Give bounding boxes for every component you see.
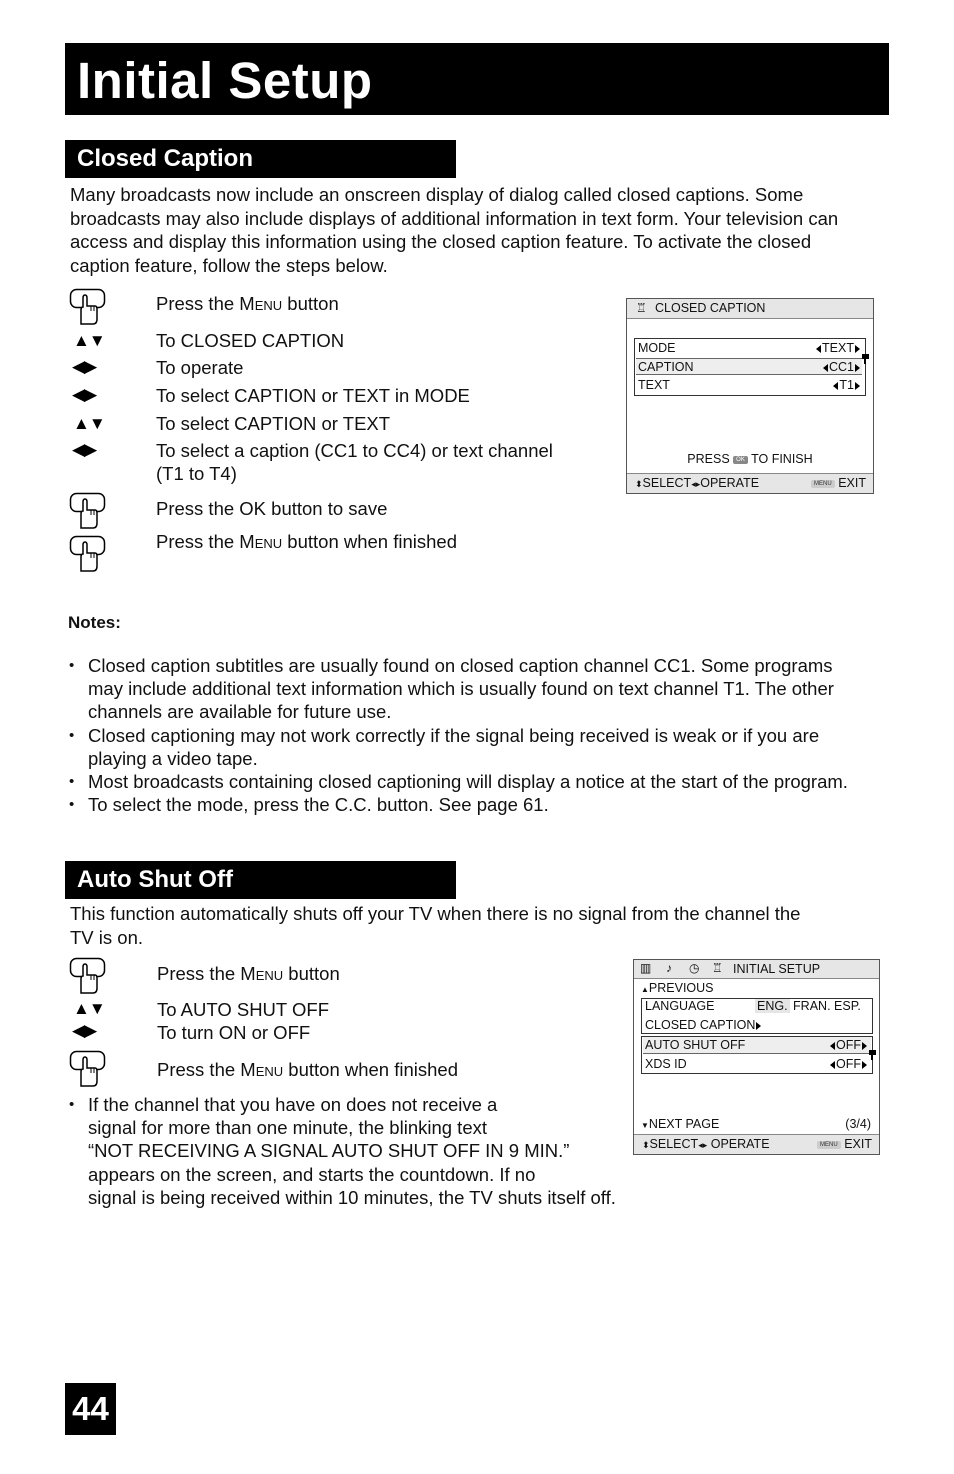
up-down-arrow-icon: ▲▼ [73, 331, 105, 350]
menu-key-icon: MENU [817, 1141, 841, 1149]
screen-row-auto-shut-off: AUTO SHUT OFF OFF [643, 1037, 871, 1054]
intro-line: caption feature, follow the steps below. [70, 254, 388, 276]
cc-step-to-closed-caption: To CLOSED CAPTION [156, 330, 345, 351]
aso-step-turn-on-off: To turn ON or OFF [157, 1022, 311, 1043]
closed-caption-screen [626, 298, 874, 494]
intro-line: access and display this information using the closed caption feature. To activate the closed [70, 231, 812, 252]
screen-row-caption: CAPTION CC1 [636, 358, 862, 375]
left-right-small-icon: ◂▸ [691, 479, 701, 489]
caption-menu-icon: ♖ [636, 301, 647, 315]
cc-step-select-caption-text: To select CAPTION or TEXT [156, 413, 391, 434]
initial-setup-screen [633, 959, 880, 1155]
closed-caption-heading-bar [65, 140, 456, 178]
page-title: Initial Setup [77, 52, 373, 109]
note-item: • If the channel that you have on does not receive a signal for more than one minute, the blinking text “NOT RECEIVING A SIGNAL AUTO SHUT OFF IN 9 MIN.” appears on the screen, and starts the countdown. If no signal is being received within 10 minutes, the TV shuts itself off. [69, 1093, 689, 1209]
note-item: • Closed caption subtitles are usually found on closed caption channel CC1. Some programs may include additional text information which is usually found on text channel T1. The other channels are available for future use. [69, 654, 899, 724]
screen-row-language: LANGUAGE ENG. FRAN. ESP. [645, 999, 861, 1013]
screen-title: INITIAL SETUP [733, 962, 821, 976]
page-title-bar [65, 43, 889, 115]
screen-row-closed-caption: CLOSED CAPTION [645, 1017, 761, 1034]
intro-line: broadcasts may also include displays of additional information in text form. Your television can [70, 207, 839, 229]
screen-row-xds-id: XDS ID OFF [645, 1056, 869, 1073]
screen-header [627, 299, 873, 319]
left-right-arrow-icon: ◀▶ [72, 1021, 97, 1040]
up-down-arrow-icon: ▲▼ [73, 999, 105, 1018]
left-right-arrow-icon: ◀▶ [72, 357, 97, 376]
screen-footer: ⬍SELECT◂▸OPERATE MENU EXIT [627, 473, 873, 493]
cc-step-select-channel: To select a caption (CC1 to CC4) or text channel (T1 to T4) [156, 440, 553, 484]
setup-icon: ♖ [712, 961, 723, 975]
remote-button-icon [69, 492, 107, 530]
left-right-small-icon: ◂▸ [698, 1140, 708, 1150]
up-down-small-icon: ⬍ [635, 479, 643, 489]
remote-button-icon [69, 288, 107, 326]
notes-label: Notes: [68, 613, 121, 632]
closed-caption-heading: Closed Caption [77, 145, 254, 172]
auto-shut-off-heading-bar [65, 861, 456, 899]
remote-button-icon [69, 535, 107, 573]
screen-footer: ⬍SELECT◂▸ OPERATE MENU EXIT [634, 1134, 879, 1154]
auto-shut-off-intro: This function automatically shuts off your TV when there is no signal from the channel the TV is on. [70, 903, 801, 948]
up-down-small-icon: ⬍ [642, 1140, 650, 1150]
notes-list [69, 654, 899, 816]
screen-header [634, 960, 879, 979]
cursor-icon [868, 1049, 878, 1061]
remote-button-icon [69, 1050, 107, 1088]
screen-row-previous: ▲PREVIOUS [641, 981, 714, 995]
audio-menu-icon: ♪ [666, 961, 672, 975]
closed-caption-intro [70, 183, 900, 277]
tv-menu-icon: ▥ [640, 961, 652, 975]
aso-step-press-menu: Press the Menu button [157, 963, 340, 984]
screen-row-text: TEXT T1 [638, 377, 860, 394]
cc-step-press-ok: Press the OK button to save [156, 498, 388, 519]
aso-step-to-auto-shut-off: To AUTO SHUT OFF [157, 999, 330, 1020]
aso-step-press-menu-finished: Press the Menu button when finished [157, 1059, 459, 1080]
up-down-arrow-icon: ▲▼ [73, 414, 105, 433]
cc-step-press-menu-finished: Press the Menu button when finished [156, 531, 458, 552]
left-right-arrow-icon: ◀▶ [72, 440, 97, 459]
note-item: • Closed captioning may not work correctly if the signal being received is weak or if you are playing a video tape. [69, 724, 899, 770]
screen-row-next-page: ▼NEXT PAGE (3/4) [641, 1117, 871, 1131]
auto-shut-off-bullet [69, 1093, 689, 1209]
note-item: • Most broadcasts containing closed captioning will display a notice at the start of the program. [69, 770, 899, 793]
cursor-icon [861, 353, 871, 365]
screen-title: CLOSED CAPTION [655, 301, 766, 315]
ok-key-icon: OK [733, 456, 748, 464]
press-ok-hint: PRESS OK TO FINISH [687, 452, 813, 466]
screen-row-mode: MODE TEXT [638, 340, 860, 357]
page-number: 44 [72, 1390, 109, 1427]
auto-shut-off-heading: Auto Shut Off [77, 866, 233, 893]
page-number-box [65, 1383, 116, 1435]
cc-step-to-operate: To operate [156, 357, 244, 378]
clock-icon: ◷ [689, 961, 700, 975]
left-right-arrow-icon: ◀▶ [72, 385, 97, 404]
intro-line: Many broadcasts now include an onscreen display of dialog called closed captions. Some [70, 184, 804, 205]
remote-button-icon [69, 957, 107, 995]
menu-key-icon: MENU [811, 480, 835, 488]
cc-step-press-menu: Press the Menu button [156, 293, 339, 314]
cc-step-select-mode: To select CAPTION or TEXT in MODE [156, 385, 470, 406]
note-item: • To select the mode, press the C.C. button. See page 61. [69, 793, 899, 816]
